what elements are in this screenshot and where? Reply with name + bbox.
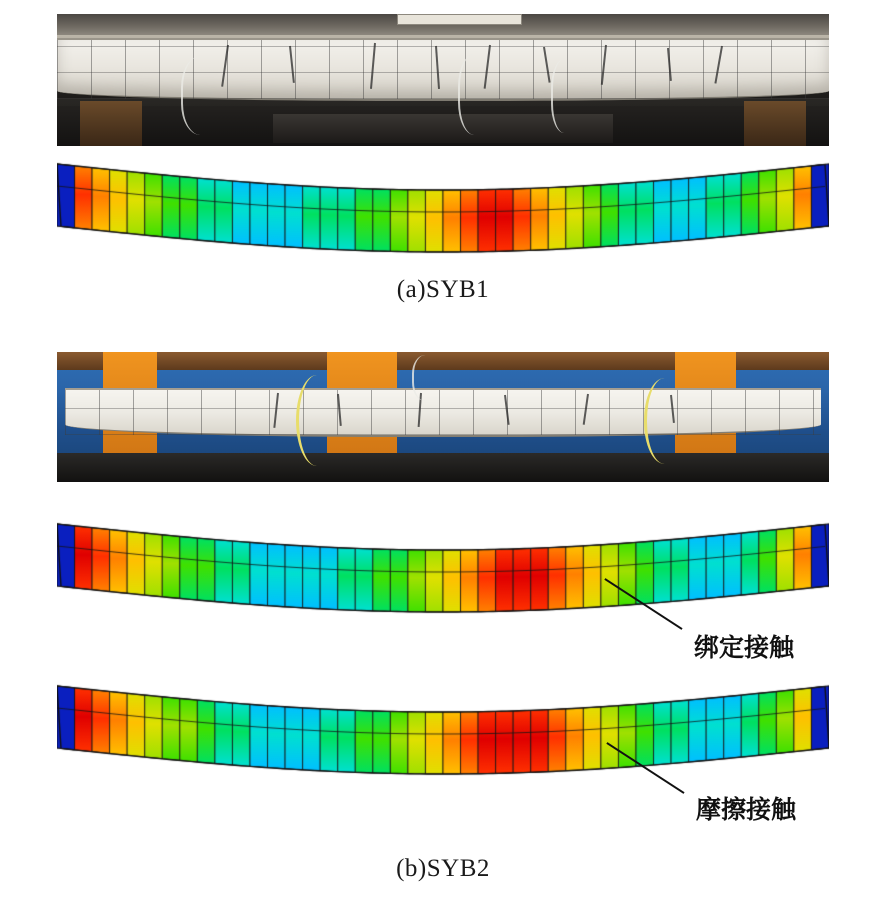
photo-syb2-beam <box>65 388 822 436</box>
photo-syb2-cord <box>296 375 338 466</box>
photo-syb1-support-left <box>80 101 142 146</box>
photo-syb1-grid <box>57 40 829 99</box>
fe-syb1 <box>57 150 829 254</box>
photo-syb1-cable <box>181 56 229 135</box>
photo-syb2-floor <box>57 453 829 482</box>
fe-syb2-tie <box>57 510 829 614</box>
caption-syb2: (b)SYB2 <box>396 855 490 882</box>
photo-syb2-grid <box>65 390 822 434</box>
fe-syb2-friction-canvas <box>57 672 829 776</box>
photo-syb1-cable <box>458 54 499 136</box>
fe-syb2-friction <box>57 672 829 776</box>
annot-friction: 摩擦接触 <box>696 795 797 824</box>
fe-syb1-canvas <box>57 150 829 254</box>
photo-syb1-beam <box>57 38 829 101</box>
photo-syb1-cable <box>551 59 584 133</box>
photo-syb1 <box>57 14 829 146</box>
caption-syb1: (a)SYB1 <box>396 276 490 303</box>
photo-syb2 <box>57 352 829 482</box>
fe-syb2-tie-canvas <box>57 510 829 614</box>
annot-tie: 绑定接触 <box>694 633 795 662</box>
photo-syb2-cord <box>644 378 686 464</box>
photo-syb2-cable <box>412 355 445 402</box>
photo-syb1-label-plate <box>397 14 523 25</box>
photo-syb1-support-right <box>744 101 806 146</box>
